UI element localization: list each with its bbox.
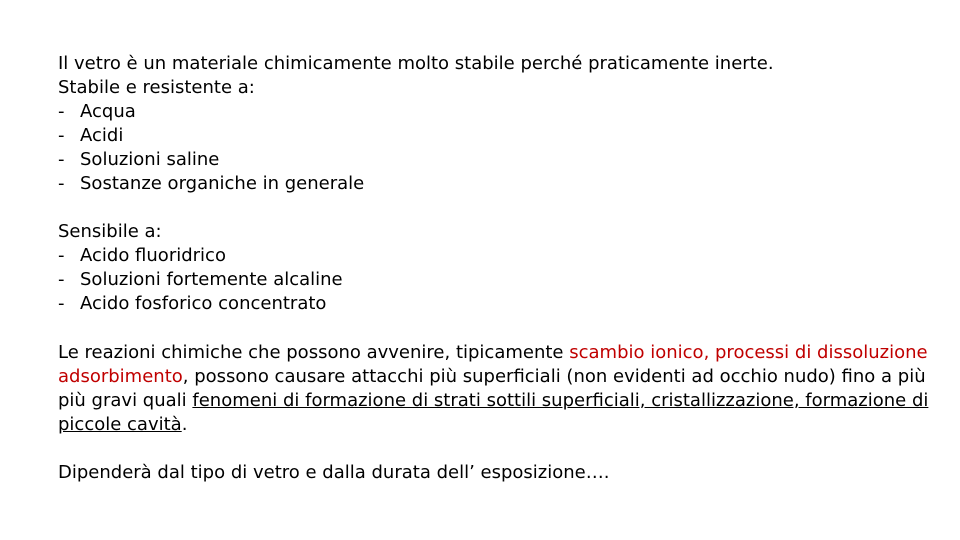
sensitive-item: [58, 268, 343, 292]
bullet-dash: -: [58, 173, 65, 194]
sensitive-item-label: Acido fluoridrico: [80, 245, 226, 266]
stable-item: [58, 124, 123, 148]
reactions-highlight: scambio ionico, processi di dissoluzione: [569, 342, 928, 363]
sensitive-item: [58, 292, 326, 316]
stable-item: [58, 148, 219, 172]
reactions-text: .: [181, 414, 188, 435]
stable-item-label: Sostanze organiche in generale: [80, 173, 365, 194]
bullet-dash: -: [58, 125, 65, 146]
reactions-line-1: [58, 341, 928, 365]
reactions-line-4: [58, 413, 187, 437]
conclusion: Dipenderà dal tipo di vetro e dalla durata dell’ esposizione….: [58, 462, 610, 483]
bullet-dash: -: [58, 293, 65, 314]
reactions-text: più gravi quali: [58, 390, 193, 411]
reactions-line-3: [58, 389, 928, 413]
intro-line-2: Stabile e resistente a:: [58, 77, 255, 98]
reactions-underlined: piccole cavità: [58, 414, 182, 435]
sensitive-title: Sensibile a:: [58, 221, 162, 242]
stable-item-label: Acqua: [80, 101, 136, 122]
bullet-dash: -: [58, 245, 65, 266]
reactions-text: Le reazioni chimiche che possono avvenire, tipicamente: [58, 342, 570, 363]
bullet-dash: -: [58, 269, 65, 290]
stable-item-label: Soluzioni saline: [80, 149, 220, 170]
reactions-text: , possono causare attacchi più superficiali (non evidenti ad occhio nudo) fino a più: [182, 366, 926, 387]
reactions-line-2: [58, 365, 926, 389]
sensitive-item: [58, 244, 226, 268]
sensitive-item-label: Soluzioni fortemente alcaline: [80, 269, 343, 290]
sensitive-item-label: Acido fosforico concentrato: [80, 293, 327, 314]
bullet-dash: -: [58, 101, 65, 122]
bullet-dash: -: [58, 149, 65, 170]
intro-line-1: Il vetro è un materiale chimicamente molto stabile perché praticamente inerte.: [58, 53, 774, 74]
reactions-underlined: fenomeni di formazione di strati sottili superficiali, cristallizzazione, formazione di: [192, 390, 929, 411]
stable-item: [58, 172, 364, 196]
stable-item: [58, 100, 136, 124]
reactions-highlight: adsorbimento: [58, 366, 183, 387]
stable-item-label: Acidi: [80, 125, 124, 146]
